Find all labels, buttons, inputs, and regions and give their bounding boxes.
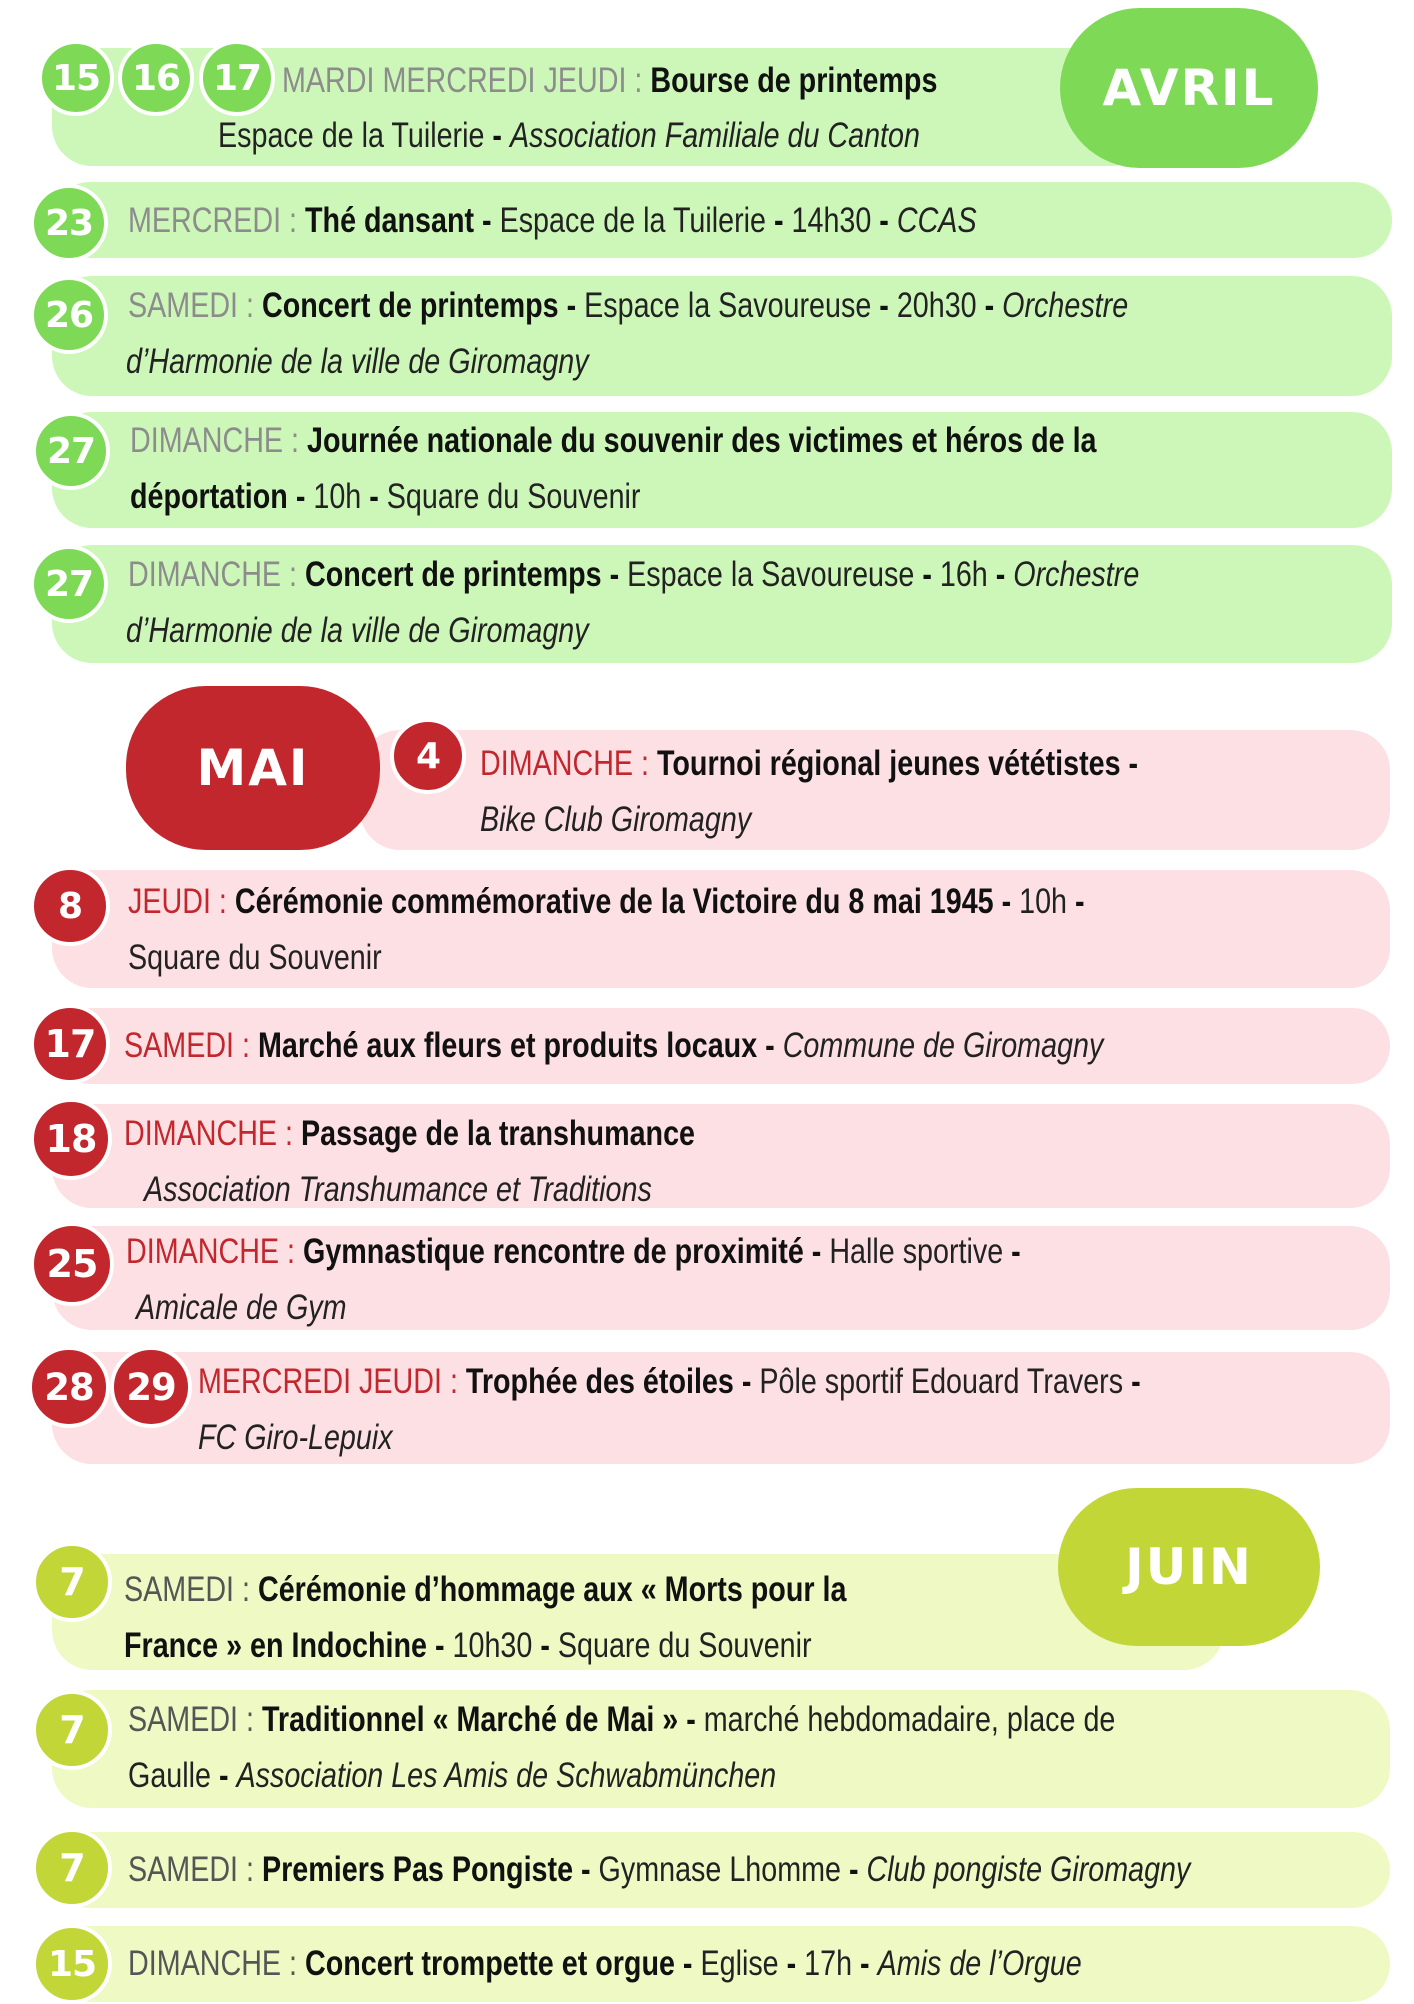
event-title: Cérémonie d’hommage aux « Morts pour la: [257, 1570, 847, 1609]
event-place: Espace la Savoureuse: [584, 286, 872, 325]
event-organizer: Commune de Giromagny: [782, 1026, 1104, 1065]
event-organizer: d’Harmonie de la ville de Giromagny: [126, 342, 589, 381]
event-title: Concert de printemps: [305, 555, 602, 594]
event-title: Cérémonie commémorative de la Victoire du 8 mai 1945: [234, 882, 994, 921]
date-circle: 7: [32, 1542, 112, 1622]
event-line: JEUDI : Cérémonie commémorative de la Victoire du 8 mai 1945 - 10h -: [128, 882, 1085, 921]
event-line: [144, 1162, 652, 1218]
date-circle: 23: [30, 184, 108, 262]
event-time: 10h: [1019, 882, 1068, 921]
event-organizer: Association Les Amis de Schwabmünchen: [236, 1756, 777, 1795]
event-title: Trophée des étoiles: [465, 1362, 734, 1401]
event-day: DIMANCHE :: [130, 421, 300, 460]
event-organizer: FC Giro-Lepuix: [198, 1418, 393, 1457]
event-day: SAMEDI :: [124, 1026, 250, 1065]
event-line: DIMANCHE : Concert trompette et orgue - Eglise - 17h - Amis de l’Orgue: [128, 1944, 1082, 1983]
event-line: SAMEDI : Concert de printemps - Espace la Savoureuse - 20h30 - Orchestre: [128, 286, 1129, 325]
event-time: 10h30: [452, 1626, 533, 1665]
event-line: [136, 1280, 347, 1336]
event-day: SAMEDI :: [124, 1570, 250, 1609]
event-title: Concert de printemps: [261, 286, 559, 325]
event-day: JEUDI :: [128, 882, 227, 921]
event-line: [124, 1106, 695, 1162]
date-circle: 28: [28, 1346, 110, 1428]
event-title: France » en Indochine: [124, 1626, 428, 1665]
date-circle: 27: [30, 545, 108, 623]
event-line: SAMEDI : Traditionnel « Marché de Mai » - marché hebdomadaire, place de: [128, 1700, 1116, 1739]
event-day: DIMANCHE :: [126, 1232, 296, 1271]
event-organizer: Amis de l’Orgue: [877, 1944, 1082, 1983]
date-circle: 26: [30, 276, 108, 354]
event-title: Premiers Pas Pongiste: [261, 1850, 574, 1889]
event-title: Traditionnel « Marché de Mai »: [261, 1700, 679, 1739]
date-circle: 7: [32, 1690, 112, 1770]
event-line: [124, 1562, 846, 1618]
month-badge-juin: JUIN: [1058, 1488, 1320, 1646]
date-circle: 16: [118, 40, 194, 116]
event-title: Concert trompette et orgue: [305, 1944, 675, 1983]
event-line: [126, 334, 589, 390]
event-line: DIMANCHE : Tournoi régional jeunes vététistes -: [480, 744, 1139, 783]
date-circle: 27: [32, 412, 110, 490]
date-circle: 17: [30, 1004, 110, 1084]
event-line: [282, 53, 937, 109]
event-line: DIMANCHE : Concert de printemps - Espace la Savoureuse - 16h - Orchestre: [128, 555, 1140, 594]
event-day: DIMANCHE :: [128, 1944, 298, 1983]
event-line: SAMEDI : Marché aux fleurs et produits locaux - Commune de Giromagny: [124, 1026, 1104, 1065]
event-place: Espace la Savoureuse: [627, 555, 915, 594]
event-place: Square du Souvenir: [557, 1626, 812, 1665]
event-organizer: Orchestre: [1013, 555, 1140, 594]
event-line: Gaulle - Association Les Amis de Schwabmünchen: [128, 1756, 777, 1795]
event-time: 20h30: [896, 286, 977, 325]
event-organizer: Association Familiale du Canton: [509, 116, 920, 155]
event-time: 14h30: [791, 201, 872, 240]
event-place: Espace de la Tuilerie: [499, 201, 766, 240]
event-organizer: d’Harmonie de la ville de Giromagny: [126, 611, 589, 650]
date-circle: 17: [199, 40, 275, 116]
event-title: déportation: [130, 477, 288, 516]
event-line: MERCREDI : Thé dansant - Espace de la Tuilerie - 14h30 - CCAS: [128, 201, 977, 240]
event-organizer: Club pongiste Giromagny: [866, 1850, 1191, 1889]
event-place: Espace de la Tuilerie: [218, 116, 485, 155]
event-place: Eglise: [700, 1944, 779, 1983]
date-circle: 7: [32, 1828, 112, 1908]
event-line: [198, 1410, 393, 1466]
event-place: marché hebdomadaire, place de: [703, 1700, 1116, 1739]
event-title: Journée nationale du souvenir des victimes et héros de la: [307, 421, 1097, 460]
event-day: DIMANCHE :: [480, 744, 650, 783]
event-day: MARDI MERCREDI JEUDI :: [282, 61, 643, 100]
event-title: Marché aux fleurs et produits locaux: [257, 1026, 758, 1065]
event-day: DIMANCHE :: [128, 555, 298, 594]
event-organizer: Amicale de Gym: [136, 1288, 347, 1327]
event-day: SAMEDI :: [128, 1850, 254, 1889]
month-badge-avril: AVRIL: [1060, 8, 1318, 168]
event-title: Gymnastique rencontre de proximité: [303, 1232, 804, 1271]
event-title: Bourse de printemps: [650, 61, 938, 100]
date-circle: 15: [38, 40, 114, 116]
event-line: DIMANCHE : Gymnastique rencontre de proximité - Halle sportive -: [126, 1232, 1021, 1271]
date-circle: 4: [390, 718, 466, 794]
date-circle: 25: [30, 1222, 114, 1306]
event-place: Gaulle: [128, 1756, 211, 1795]
event-organizer: Association Transhumance et Traditions: [144, 1170, 652, 1209]
event-time: 16h: [939, 555, 988, 594]
event-line: [128, 930, 382, 986]
event-day: MERCREDI :: [128, 201, 298, 240]
event-place: Gymnase Lhomme: [598, 1850, 842, 1889]
event-title: Tournoi régional jeunes vététistes: [657, 744, 1121, 783]
event-day: MERCREDI JEUDI :: [198, 1362, 458, 1401]
month-badge-mai: MAI: [126, 686, 380, 850]
event-organizer: Orchestre: [1002, 286, 1129, 325]
event-line: [130, 413, 1097, 469]
event-title: Thé dansant: [305, 201, 475, 240]
event-line: [480, 792, 751, 848]
event-time: 10h: [313, 477, 362, 516]
date-circle: 29: [110, 1346, 192, 1428]
event-line: Espace de la Tuilerie - Association Familiale du Canton: [218, 116, 920, 155]
event-day: SAMEDI :: [128, 286, 254, 325]
date-circle: 15: [32, 1924, 112, 2004]
event-organizer: Bike Club Giromagny: [480, 800, 752, 839]
event-time: 17h: [804, 1944, 853, 1983]
date-circle: 8: [30, 866, 110, 946]
event-line: déportation - 10h - Square du Souvenir: [130, 477, 641, 516]
date-circle: 18: [30, 1098, 112, 1180]
event-line: France » en Indochine - 10h30 - Square du Souvenir: [124, 1626, 812, 1665]
event-title: Passage de la transhumance: [301, 1114, 696, 1153]
event-place: Pôle sportif Edouard Travers: [759, 1362, 1124, 1401]
event-organizer: CCAS: [896, 201, 977, 240]
event-line: MERCREDI JEUDI : Trophée des étoiles - Pôle sportif Edouard Travers -: [198, 1362, 1141, 1401]
event-place: Square du Souvenir: [386, 477, 641, 516]
event-day: DIMANCHE :: [124, 1114, 294, 1153]
event-place: Halle sportive: [829, 1232, 1004, 1271]
event-line: SAMEDI : Premiers Pas Pongiste - Gymnase Lhomme - Club pongiste Giromagny: [128, 1850, 1191, 1889]
event-day: SAMEDI :: [128, 1700, 254, 1739]
event-line: [126, 603, 589, 659]
event-place: Square du Souvenir: [128, 938, 382, 977]
